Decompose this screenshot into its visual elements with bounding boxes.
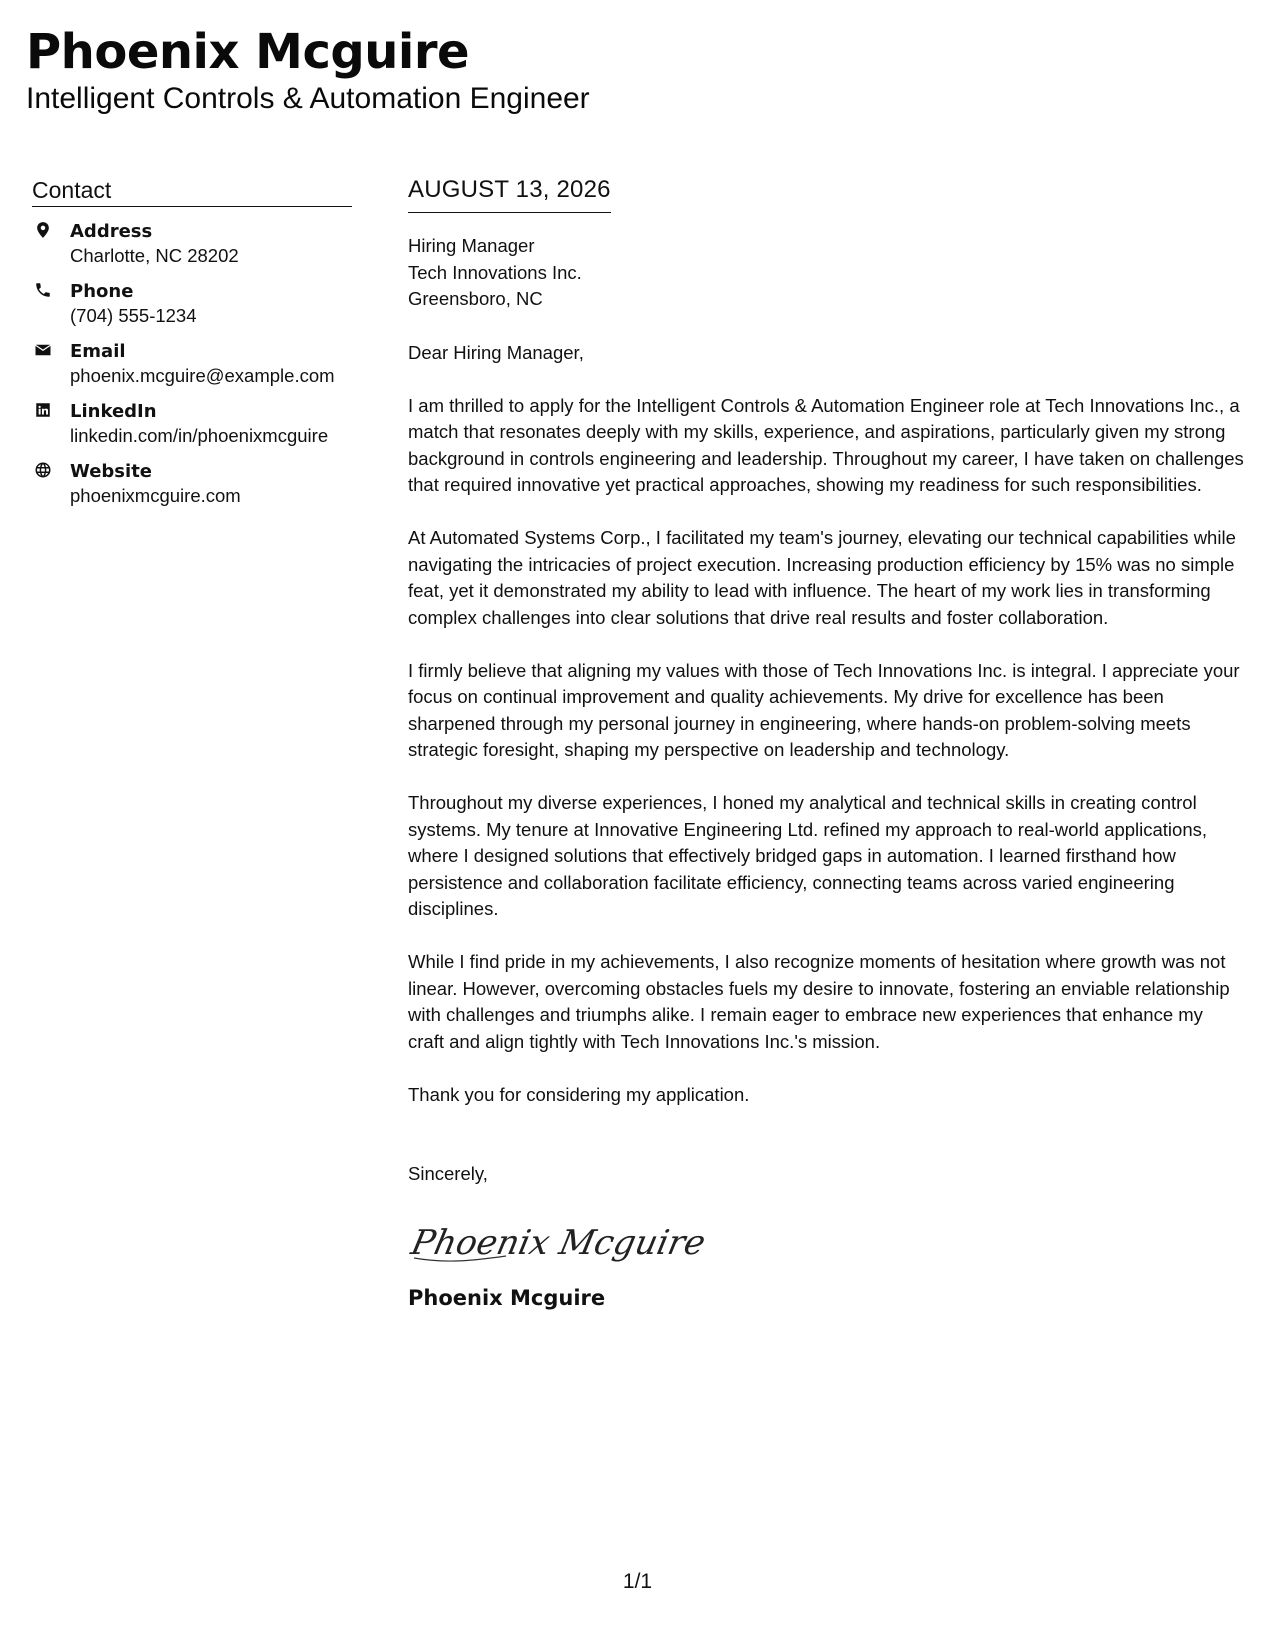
contact-label-website: Website — [70, 461, 153, 482]
handwritten-signature — [408, 1214, 1248, 1270]
linkedin-icon — [32, 399, 70, 421]
phone-icon — [32, 279, 70, 301]
envelope-icon — [32, 339, 70, 361]
letter-thanks: Thank you for considering my application. — [408, 1083, 750, 1105]
letter-paragraph: Throughout my diverse experiences, I honed my analytical and technical skills in creating control systems. My tenure at Innovative Engineering Ltd. refined my approach to real-world applications, where I designed solutions that effectively bridged gaps in automation. I learned firsthand how persistence and collaboration facilitate efficiency, connecting teams across varied engineering disciplines. — [408, 792, 1207, 919]
recipient-line: Greensboro, NC — [408, 288, 543, 309]
signer-name: Phoenix Mcguire — [408, 1285, 606, 1310]
letter-signoff: Sincerely, — [408, 1163, 488, 1184]
page-number: 1/1 — [622, 1570, 653, 1593]
letter-paragraph: I am thrilled to apply for the Intelligent Controls & Automation Engineer role at Tech Innovations Inc., a match that resonates deeply with my skills, experience, and aspirations, particularly given my strong background in controls engineering and leadership. Throughout my career, I have taken on challenges that required innovative yet practical approaches, showing my readiness for such responsibilities. — [408, 394, 1244, 495]
contact-label-email: Email — [70, 341, 126, 362]
recipient-block — [408, 233, 1248, 313]
candidate-name: Phoenix Mcguire — [26, 24, 470, 80]
contact-value-address: Charlotte, NC 28202 — [70, 245, 239, 266]
map-pin-icon — [32, 219, 70, 241]
contact-item-email — [32, 339, 352, 388]
letter-paragraph: At Automated Systems Corp., I facilitated my team's journey, elevating our technical capabilities while navigating the intricacies of project execution. Increasing production efficiency by 15% was no simple feat, yet it demonstrated my ability to lead with influence. The heart of my work lies in transforming complex challenges into clear solutions that drive real results and foster collaboration. — [408, 527, 1236, 628]
contact-value-email: phoenix.mcguire@example.com — [70, 365, 335, 386]
contact-label-address: Address — [70, 221, 153, 242]
signature-glyphs: Phoenix Mcguire — [408, 1222, 708, 1263]
recipient-line: Tech Innovations Inc. — [408, 261, 582, 283]
contact-item-phone — [32, 279, 352, 328]
signature-image — [408, 1214, 708, 1270]
contact-value-linkedin: linkedin.com/in/phoenixmcguire — [70, 425, 329, 446]
contact-sidebar — [32, 176, 352, 519]
letter-paragraph: I firmly believe that aligning my values with those of Tech Innovations Inc. is integral. I appreciate your focus on continual improvement and quality achievements. My drive for excellence has been sharpened through my personal journey in engineering, where hands-on problem-solving meets strategic foresight, shaping my perspective on leadership and technology. — [408, 659, 1240, 760]
contact-item-address — [32, 219, 352, 268]
contact-item-linkedin — [32, 399, 352, 448]
contact-value-phone: (704) 555-1234 — [70, 305, 197, 326]
letter-date: AUGUST 13, 2026 — [408, 176, 611, 213]
contact-heading: Contact — [32, 176, 352, 207]
candidate-title: Intelligent Controls & Automation Engineer — [26, 82, 590, 115]
contact-item-website — [32, 459, 352, 508]
globe-icon — [32, 459, 70, 481]
contact-label-phone: Phone — [70, 281, 134, 302]
letter-greeting: Dear Hiring Manager, — [408, 341, 584, 363]
letter-paragraph: While I find pride in my achievements, I also recognize moments of hesitation where growth was not linear. However, overcoming obstacles fuels my desire to innovate, fostering an enviable relationship with challenges and triumphs alike. I remain eager to embrace new experiences that enhance my craft and align tightly with Tech Innovations Inc.'s mission. — [408, 951, 1230, 1052]
recipient-line: Hiring Manager — [408, 235, 535, 256]
contact-label-linkedin: LinkedIn — [70, 401, 157, 422]
letter-body — [408, 176, 1248, 1312]
contact-value-website: phoenixmcguire.com — [70, 485, 241, 506]
resume-header — [26, 22, 590, 116]
